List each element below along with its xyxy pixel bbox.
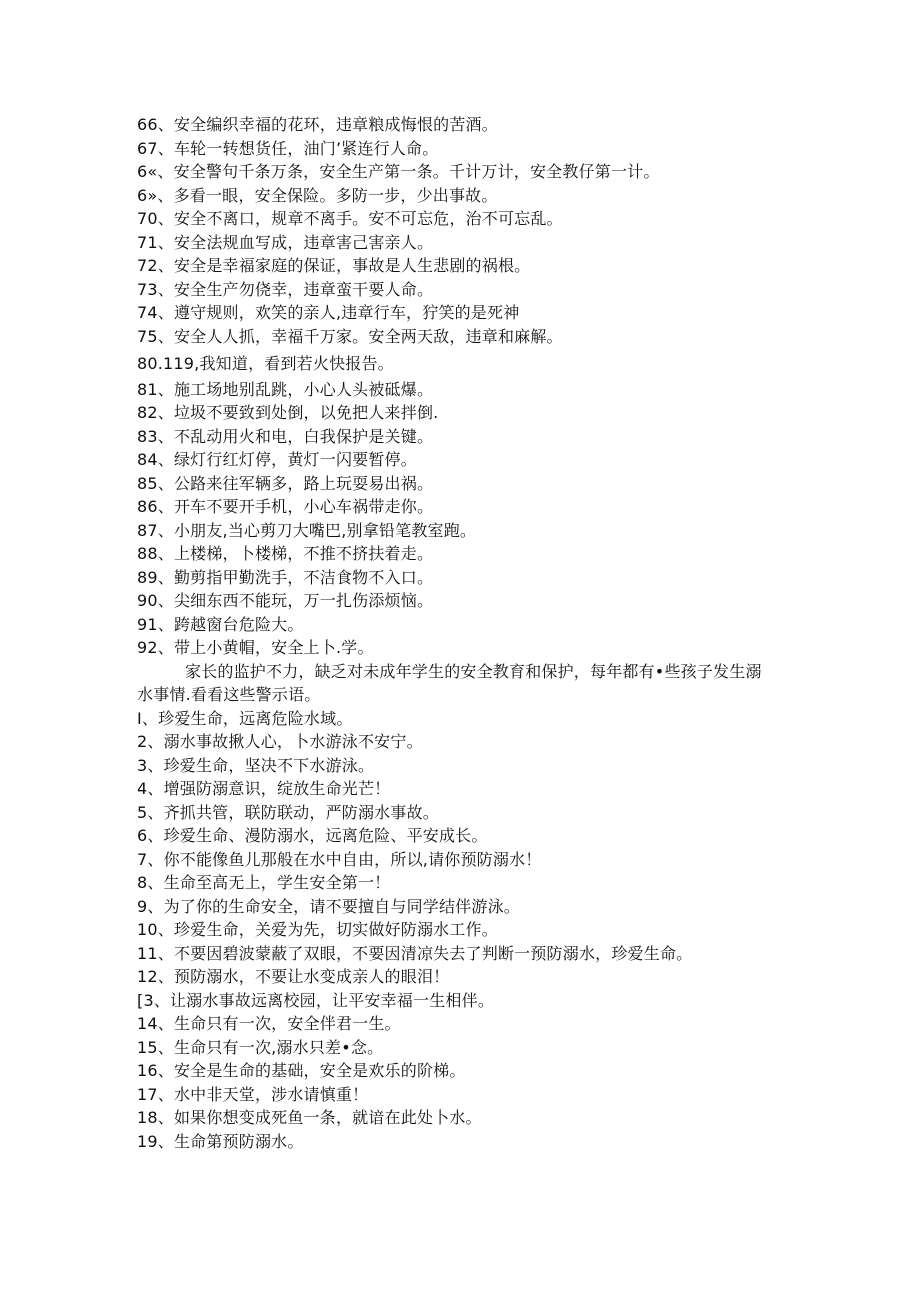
slogan-line-73: 73、安全生产勿侥幸，违章蛮干要人命。 [137, 279, 434, 299]
slogan-line-91: 91、跨越窗台危险大。 [137, 614, 304, 634]
slogan-line-86: 86、开车不要开手机，小心车祸带走你。 [137, 497, 434, 516]
slogan-line-92: 92、带上小黄帽，安全上卜.学。 [137, 638, 374, 657]
slogan-line-89: 89、勤剪指甲勤洗手，不洁食物不入口。 [137, 567, 434, 587]
drowning-slogan-6: 6、珍爱生命、漫防溺水，远离危险、平安成长。 [137, 826, 488, 845]
drowning-slogan-4: 4、增强防溺意识，绽放生命光芒！ [137, 779, 391, 798]
slogan-line-88: 88、上楼梯，卜楼梯，不推不挤扶着走。 [137, 544, 434, 563]
intro-paragraph: 家长的监护不力，缺乏对未成年学生的安全教育和保护，每年都有•些孩子发生溺水事情.看看这些警示语。 [137, 661, 762, 704]
drowning-slogan-12: 12、预防溺水，不要让水变成亲人的眼泪！ [137, 967, 450, 986]
drowning-slogan-17: 17、水中非天堂，涉水请慎重！ [137, 1084, 369, 1104]
drowning-slogan-11: 11、不要因碧波蒙蔽了双眼，不要因清凉失去了判断一预防溺水，珍爱生命。 [137, 943, 693, 963]
slogan-line-80: 80.119,我知道，看到若火快报告。 [137, 354, 394, 373]
slogan-line-66: 66、安全编织幸福的花环，违章粮成悔恨的苦酒。 [137, 115, 498, 134]
slogan-line-74: 74、遵守规则，欢笑的亲人,违章行车，狞笑的是死神 [137, 303, 520, 322]
drowning-slogan-14: 14、生命只有一次，安全伴君一生。 [137, 1014, 401, 1033]
slogan-line-70: 70、安全不离口，规章不离手。安不可忘危，治不可忘乱。 [137, 209, 563, 228]
slogan-line-81: 81、施工场地别乱跳，小心人头被砥爆。 [137, 379, 434, 399]
drowning-slogan-5: 5、齐抓共管，联防联动，严防溺水事故。 [137, 802, 439, 822]
drowning-slogan-2: 2、溺水事故揪人心，卜水游泳不安宁。 [137, 732, 423, 751]
slogan-line-82: 82、垃圾不要致到处倒，以免把人来拌倒. [137, 403, 439, 422]
slogan-line-75: 75、安全人人抓，幸福千万家。安全两天敌，违章和麻解。 [137, 326, 563, 346]
slogan-line-71: 71、安全法规血写成，违章害己害亲人。 [137, 232, 434, 252]
slogan-line-84: 84、绿灯行红灯停，黄灯一闪要暂停。 [137, 450, 417, 469]
slogan-line-67: 67、车轮一转想货任，油门’紧连行人命。 [137, 138, 439, 158]
drowning-slogan-1: I、珍爱生命，远离危险水域。 [137, 708, 353, 728]
drowning-slogan-15: 15、生命只有一次,溺水只差•念。 [137, 1037, 384, 1057]
document-body [137, 113, 787, 1153]
slogan-line-72: 72、安全是幸福家庭的保证，事故是人生悲剧的祸根。 [137, 256, 531, 275]
drowning-slogan-9: 9、为了你的生命安全，请不要擅自与同学结伴游泳。 [137, 896, 520, 916]
drowning-slogan-8: 8、生命至高无上，学生安全第一！ [137, 873, 391, 892]
drowning-slogan-19: 19、生命第预防溺水。 [137, 1131, 304, 1151]
drowning-slogan-10: 10、珍爱生命，关爱为先，切实做好防溺水工作。 [137, 920, 498, 939]
drowning-slogan-16: 16、安全是生命的基础，安全是欢乐的阶梯。 [137, 1061, 466, 1080]
slogan-line-68: 6«、安全警句千条万条，安全生产第一条。千计万计，安全教仔第一计。 [137, 162, 660, 181]
drowning-slogan-3: 3、珍爱生命，坚决不下水游泳。 [137, 755, 375, 775]
slogan-line-85: 85、公路来往军辆多，路上玩耍易出祸。 [137, 473, 434, 493]
slogan-line-90: 90、尖细东西不能玩，万一扎伤添烦恼。 [137, 591, 434, 610]
slogan-line-69: 6»、多看一眼，安全保险。多防一步，少出事故。 [137, 185, 498, 205]
drowning-slogan-18: 18、如果你想变成死鱼一条，就谙在此处卜水。 [137, 1108, 482, 1127]
drowning-slogan-13: [3、让溺水事故远离校园，让平安幸福一生相伴。 [137, 990, 495, 1010]
slogan-line-83: 83、不乱动用火和电，白我保护是关键。 [137, 426, 434, 446]
slogan-line-87: 87、小朋友,当心剪刀大嘴巴,别拿铅笔教室跑。 [137, 520, 477, 540]
drowning-slogan-7: 7、你不能像鱼儿那般在水中自由，所以,请你预防溺水！ [137, 849, 542, 869]
